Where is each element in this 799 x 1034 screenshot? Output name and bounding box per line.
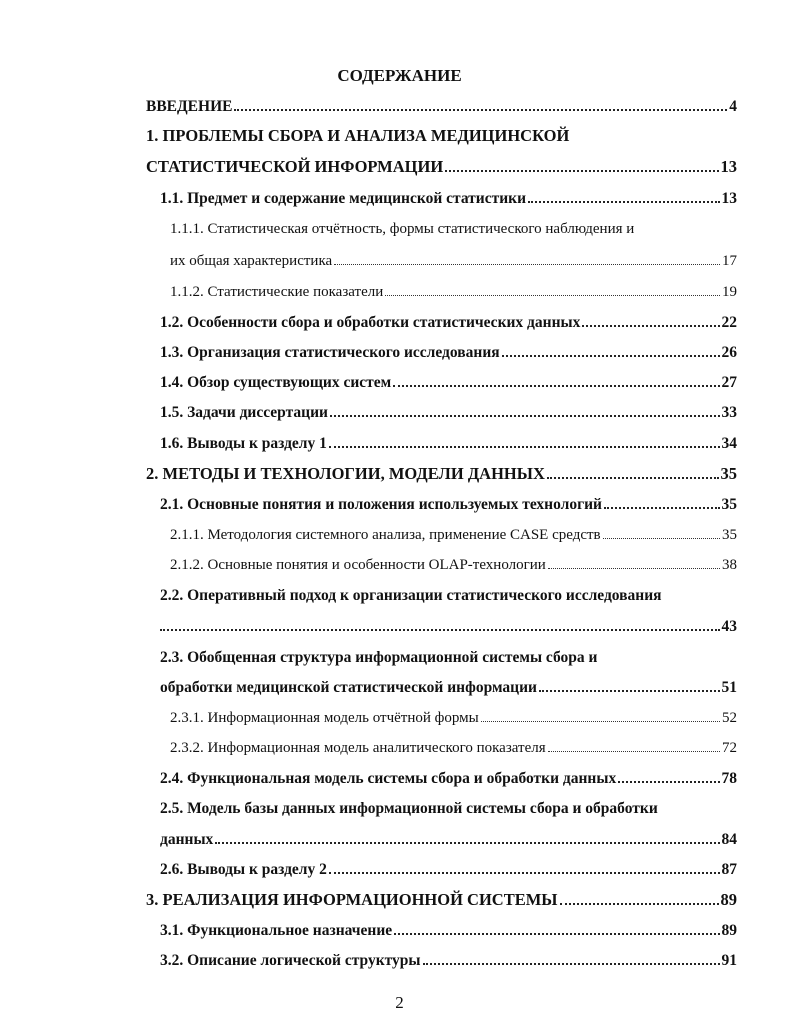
- leader-dots: [548, 568, 720, 569]
- toc-entry-2-4[interactable]: [160, 769, 737, 789]
- leader-dots: [539, 690, 720, 692]
- toc-entry-text: 3.2. Описание логической структуры: [160, 952, 421, 969]
- leader-dots: [604, 507, 720, 509]
- leader-dots: [215, 842, 719, 844]
- toc-entry-text: 2.6. Выводы к разделу 2: [160, 861, 327, 878]
- leader-dots: [234, 109, 727, 111]
- toc-entry-page: 72: [722, 740, 737, 756]
- leader-dots: [394, 933, 719, 935]
- toc-entry-chapter-1[interactable]: [146, 157, 737, 177]
- toc-entry-text: ВВЕДЕНИЕ: [146, 98, 233, 115]
- toc-entry-2-1[interactable]: [160, 495, 737, 515]
- toc-entry-page: 35: [720, 464, 737, 483]
- toc-entry-page: 19: [722, 284, 737, 300]
- toc-entry-2-6[interactable]: [160, 860, 737, 880]
- toc-entry-page: 27: [721, 374, 737, 391]
- toc-entry-text: 3.1. Функциональное назначение: [160, 922, 393, 939]
- toc-entry-page: 91: [721, 952, 737, 969]
- toc-entry-text: 2.3.2. Информационная модель аналитического показателя: [170, 740, 546, 756]
- toc-entry-2-1-1[interactable]: [170, 525, 737, 545]
- toc-entry-2-2[interactable]: [160, 617, 737, 637]
- leader-dots: [502, 355, 720, 357]
- toc-entry-text: СТАТИСТИЧЕСКОЙ ИНФОРМАЦИИ: [146, 157, 444, 176]
- leader-dots: [393, 385, 719, 387]
- toc-entry-text: 2.3.1. Информационная модель отчётной формы: [170, 710, 479, 726]
- toc-entry-page: 4: [729, 98, 737, 115]
- toc-entry-page: 84: [721, 831, 737, 848]
- toc-entry-2-3[interactable]: [160, 678, 737, 698]
- toc-entry-1-4[interactable]: [160, 373, 737, 393]
- toc-entry-page: 26: [721, 344, 737, 361]
- toc-entry-text: 1.3. Организация статистического исследования: [160, 344, 500, 361]
- toc-entry-page: 22: [721, 314, 737, 331]
- leader-dots: [618, 781, 719, 783]
- leader-dots: [329, 872, 720, 874]
- leader-dots: [385, 295, 720, 296]
- toc-entry-text: 3. РЕАЛИЗАЦИЯ ИНФОРМАЦИОННОЙ СИСТЕМЫ: [146, 890, 558, 909]
- toc-entry-page: 89: [721, 922, 737, 939]
- toc-entry-text: 2.1. Основные понятия и положения используемых технологий: [160, 496, 602, 513]
- toc-entry-2-3-1[interactable]: [170, 708, 737, 728]
- toc-entry-2-3-2[interactable]: [170, 738, 737, 758]
- toc-entry-text: 1.1. Предмет и содержание медицинской статистики: [160, 190, 526, 207]
- toc-entry-page: 35: [721, 496, 737, 513]
- toc-entry-page: 13: [720, 157, 737, 176]
- toc-entry-text: 2.1.1. Методология системного анализа, применение CASE средств: [170, 527, 601, 543]
- leader-dots: [560, 903, 719, 905]
- toc-entry-page: 51: [721, 679, 737, 696]
- toc-entry-text: 1.1.2. Статистические показатели: [170, 284, 384, 300]
- toc-entry-page: 43: [721, 618, 737, 635]
- toc-entry-2-1-2[interactable]: [170, 555, 737, 575]
- toc-entry-introduction[interactable]: [146, 97, 737, 117]
- leader-dots: [547, 477, 719, 479]
- toc-entry-page: 33: [721, 404, 737, 421]
- toc-entry-text: 1.6. Выводы к разделу 1: [160, 435, 327, 452]
- toc-entry-1-1-2[interactable]: [170, 282, 737, 302]
- toc-entry-1-1-1[interactable]: [170, 251, 737, 271]
- toc-entry-2-5[interactable]: [160, 830, 737, 850]
- leader-dots: [445, 170, 718, 172]
- toc-entry-2-3-line1: 2.3. Обобщенная структура информационной системы сбора и: [160, 649, 598, 666]
- toc-entry-text: 1.5. Задачи диссертации: [160, 404, 328, 421]
- toc-entry-2-5-line1: 2.5. Модель базы данных информационной системы сбора и обработки: [160, 800, 658, 817]
- toc-entry-page: 52: [722, 710, 737, 726]
- leader-dots: [528, 201, 720, 203]
- toc-entry-1-1-1-line1: 1.1.1. Статистическая отчётность, формы статистического наблюдения и: [170, 221, 635, 237]
- toc-entry-chapter-2[interactable]: [146, 464, 737, 484]
- toc-entry-3-1[interactable]: [160, 921, 737, 941]
- toc-entry-chapter-1-line1: 1. ПРОБЛЕМЫ СБОРА И АНАЛИЗА МЕДИЦИНСКОЙ: [146, 126, 570, 145]
- leader-dots: [334, 264, 720, 265]
- toc-title: СОДЕРЖАНИЕ: [337, 66, 462, 85]
- toc-entry-3-2[interactable]: [160, 951, 737, 971]
- toc-entry-chapter-3[interactable]: [146, 890, 737, 910]
- toc-entry-text: 2. МЕТОДЫ И ТЕХНОЛОГИИ, МОДЕЛИ ДАННЫХ: [146, 464, 545, 483]
- toc-entry-page: 78: [721, 770, 737, 787]
- toc-entry-text: их общая характеристика: [170, 253, 333, 269]
- toc-entry-text: данных: [160, 831, 214, 848]
- toc-entry-text: 1.2. Особенности сбора и обработки статистических данных: [160, 314, 581, 331]
- toc-entry-2-2-line1: 2.2. Оперативный подход к организации статистического исследования: [160, 587, 662, 604]
- toc-entry-1-1[interactable]: [160, 189, 737, 209]
- leader-dots: [582, 325, 719, 327]
- leader-dots: [423, 963, 720, 965]
- toc-entry-page: 89: [720, 890, 737, 909]
- leader-dots: [330, 415, 720, 417]
- toc-entry-1-3[interactable]: [160, 343, 737, 363]
- toc-entry-1-6[interactable]: [160, 434, 737, 454]
- leader-dots: [160, 629, 720, 631]
- toc-entry-1-5[interactable]: [160, 403, 737, 423]
- toc-entry-text: обработки медицинской статистической информации: [160, 679, 537, 696]
- leader-dots: [603, 538, 720, 539]
- toc-entry-page: 87: [721, 861, 737, 878]
- toc-entry-text: 1.4. Обзор существующих систем: [160, 374, 392, 391]
- toc-entry-page: 13: [721, 190, 737, 207]
- leader-dots: [329, 446, 720, 448]
- leader-dots: [548, 751, 720, 752]
- toc-entry-page: 35: [722, 527, 737, 543]
- leader-dots: [481, 721, 720, 722]
- toc-entry-page: 17: [722, 253, 737, 269]
- toc-entry-page: 34: [721, 435, 737, 452]
- toc-entry-1-2[interactable]: [160, 313, 737, 333]
- page-number: 2: [395, 993, 404, 1012]
- toc-entry-text: 2.4. Функциональная модель системы сбора и обработки данных: [160, 770, 617, 787]
- toc-entry-page: 38: [722, 557, 737, 573]
- toc-entry-text: 2.1.2. Основные понятия и особенности OLAP-технологии: [170, 557, 546, 573]
